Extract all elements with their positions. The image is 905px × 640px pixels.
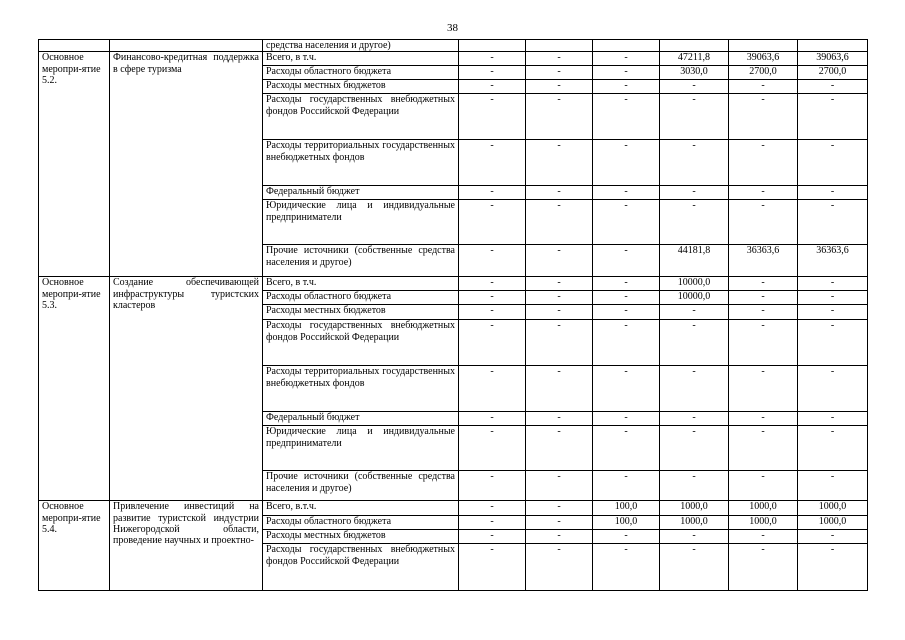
source-label: Расходы государственных внебюджетных фондов Российской Федерации (263, 94, 459, 140)
source-label: Расходы государственных внебюджетных фондов Российской Федерации (263, 320, 459, 366)
value-cell: - (798, 186, 868, 200)
value-cell: - (459, 52, 526, 66)
value-cell: - (459, 140, 526, 186)
value-cell: - (526, 501, 593, 516)
value-cell: - (459, 530, 526, 544)
value-cell: - (593, 530, 660, 544)
value-cell: - (459, 80, 526, 94)
value-cell: - (660, 471, 729, 501)
value-cell: - (526, 200, 593, 245)
value-cell: - (660, 320, 729, 366)
value-cell: - (526, 80, 593, 94)
value-cell: - (729, 320, 798, 366)
value-cell: - (729, 412, 798, 426)
value-cell: - (526, 516, 593, 530)
source-label: Расходы местных бюджетов (263, 305, 459, 320)
value-cell (526, 40, 593, 52)
value-cell: - (459, 186, 526, 200)
value-cell: - (459, 320, 526, 366)
table-row (39, 277, 868, 291)
value-cell: - (729, 530, 798, 544)
value-cell: - (526, 52, 593, 66)
value-cell: - (798, 320, 868, 366)
source-label: Федеральный бюджет (263, 186, 459, 200)
table-row (39, 501, 868, 516)
value-cell: 1000,0 (729, 516, 798, 530)
value-cell: 1000,0 (798, 501, 868, 516)
value-cell (729, 40, 798, 52)
value-cell: 100,0 (593, 516, 660, 530)
table-row (39, 52, 868, 66)
table-row (39, 40, 868, 52)
value-cell: 1000,0 (660, 516, 729, 530)
value-cell: - (526, 291, 593, 305)
value-cell: - (798, 277, 868, 291)
activity-cell: Основное меропри-ятие 5.3. (39, 277, 110, 501)
value-cell: - (459, 245, 526, 277)
value-cell: 36363,6 (798, 245, 868, 277)
value-cell: - (660, 426, 729, 471)
value-cell: - (798, 291, 868, 305)
value-cell: - (593, 200, 660, 245)
value-cell: - (660, 366, 729, 412)
source-label: Прочие источники (собственные средства населения и другое) (263, 245, 459, 277)
value-cell: - (593, 94, 660, 140)
value-cell: - (729, 366, 798, 412)
source-label: средства населения и другое) (263, 40, 459, 52)
value-cell: - (526, 320, 593, 366)
value-cell: - (526, 530, 593, 544)
title-cell (110, 40, 263, 52)
value-cell: - (660, 544, 729, 591)
value-cell: - (798, 140, 868, 186)
source-label: Расходы территориальных государственных внебюджетных фондов (263, 140, 459, 186)
value-cell: - (798, 530, 868, 544)
value-cell: - (660, 200, 729, 245)
value-cell: - (459, 471, 526, 501)
value-cell: - (729, 291, 798, 305)
value-cell: - (660, 140, 729, 186)
value-cell: - (459, 200, 526, 245)
source-label: Прочие источники (собственные средства населения и другое) (263, 471, 459, 501)
value-cell: - (798, 366, 868, 412)
source-label: Расходы областного бюджета (263, 291, 459, 305)
value-cell: 3030,0 (660, 66, 729, 80)
value-cell: 2700,0 (798, 66, 868, 80)
value-cell: - (798, 412, 868, 426)
value-cell: - (660, 412, 729, 426)
value-cell: - (593, 52, 660, 66)
source-label: Расходы областного бюджета (263, 516, 459, 530)
value-cell: - (593, 412, 660, 426)
value-cell: - (593, 305, 660, 320)
value-cell: - (660, 186, 729, 200)
source-label: Расходы территориальных государственных внебюджетных фондов (263, 366, 459, 412)
value-cell: - (798, 426, 868, 471)
value-cell: 39063,6 (729, 52, 798, 66)
source-label: Федеральный бюджет (263, 412, 459, 426)
value-cell: - (526, 66, 593, 80)
value-cell: - (729, 426, 798, 471)
value-cell: - (729, 544, 798, 591)
value-cell: - (459, 544, 526, 591)
value-cell: - (729, 471, 798, 501)
value-cell: - (593, 140, 660, 186)
page-number: 38 (447, 22, 458, 34)
source-label: Юридические лица и индивидуальные предприниматели (263, 200, 459, 245)
source-label: Расходы местных бюджетов (263, 530, 459, 544)
value-cell: - (729, 140, 798, 186)
value-cell: - (526, 94, 593, 140)
source-label: Всего, в.т.ч. (263, 501, 459, 516)
value-cell: - (593, 277, 660, 291)
activity-cell: Основное меропри-ятие 5.2. (39, 52, 110, 277)
funding-table (38, 39, 868, 591)
value-cell: - (798, 471, 868, 501)
value-cell: - (660, 530, 729, 544)
value-cell: - (798, 200, 868, 245)
value-cell (593, 40, 660, 52)
value-cell: 1000,0 (798, 516, 868, 530)
value-cell: - (729, 186, 798, 200)
value-cell: - (459, 426, 526, 471)
value-cell: - (526, 366, 593, 412)
value-cell: - (526, 471, 593, 501)
value-cell: - (593, 245, 660, 277)
value-cell: - (459, 277, 526, 291)
source-label: Всего, в т.ч. (263, 52, 459, 66)
value-cell: 39063,6 (798, 52, 868, 66)
value-cell: - (459, 366, 526, 412)
value-cell: 36363,6 (729, 245, 798, 277)
value-cell: - (729, 94, 798, 140)
source-label: Юридические лица и индивидуальные предприниматели (263, 426, 459, 471)
value-cell: - (660, 305, 729, 320)
value-cell: - (729, 277, 798, 291)
value-cell: - (459, 66, 526, 80)
value-cell: - (798, 544, 868, 591)
activity-title: Создание обеспечивающей инфраструктуры туристских кластеров (110, 277, 263, 501)
value-cell: - (459, 291, 526, 305)
value-cell: - (593, 426, 660, 471)
value-cell: - (798, 80, 868, 94)
value-cell: 10000,0 (660, 291, 729, 305)
value-cell: - (798, 305, 868, 320)
value-cell: - (660, 80, 729, 94)
value-cell: - (593, 291, 660, 305)
value-cell (660, 40, 729, 52)
source-label: Расходы государственных внебюджетных фондов Российской Федерации (263, 544, 459, 591)
value-cell: - (593, 320, 660, 366)
value-cell (798, 40, 868, 52)
value-cell: - (459, 516, 526, 530)
value-cell: - (593, 471, 660, 501)
source-label: Всего, в т.ч. (263, 277, 459, 291)
value-cell: - (526, 140, 593, 186)
value-cell: - (526, 544, 593, 591)
value-cell: - (459, 305, 526, 320)
value-cell: - (526, 426, 593, 471)
activity-cell: Основное меропри-ятие 5.4. (39, 501, 110, 591)
value-cell: - (526, 277, 593, 291)
value-cell: - (660, 94, 729, 140)
activity-title: Привлечение инвестиций на развитие туристской индустрии Нижегородской области, проведение научных и проектно- (110, 501, 263, 591)
value-cell: 1000,0 (729, 501, 798, 516)
value-cell: - (593, 366, 660, 412)
value-cell: - (459, 94, 526, 140)
value-cell: - (729, 200, 798, 245)
value-cell: - (798, 94, 868, 140)
value-cell: 1000,0 (660, 501, 729, 516)
value-cell: - (593, 544, 660, 591)
value-cell: - (526, 245, 593, 277)
value-cell: - (459, 501, 526, 516)
value-cell: - (526, 412, 593, 426)
value-cell: 44181,8 (660, 245, 729, 277)
value-cell: - (526, 305, 593, 320)
activity-cell (39, 40, 110, 52)
activity-title: Финансово-кредитная поддержка в сфере туризма (110, 52, 263, 277)
value-cell: - (593, 186, 660, 200)
value-cell: - (526, 186, 593, 200)
value-cell: - (593, 80, 660, 94)
source-label: Расходы областного бюджета (263, 66, 459, 80)
value-cell: 10000,0 (660, 277, 729, 291)
value-cell: - (729, 80, 798, 94)
value-cell: - (729, 305, 798, 320)
value-cell: - (593, 66, 660, 80)
value-cell: 100,0 (593, 501, 660, 516)
value-cell (459, 40, 526, 52)
value-cell: - (459, 412, 526, 426)
value-cell: 47211,8 (660, 52, 729, 66)
source-label: Расходы местных бюджетов (263, 80, 459, 94)
value-cell: 2700,0 (729, 66, 798, 80)
